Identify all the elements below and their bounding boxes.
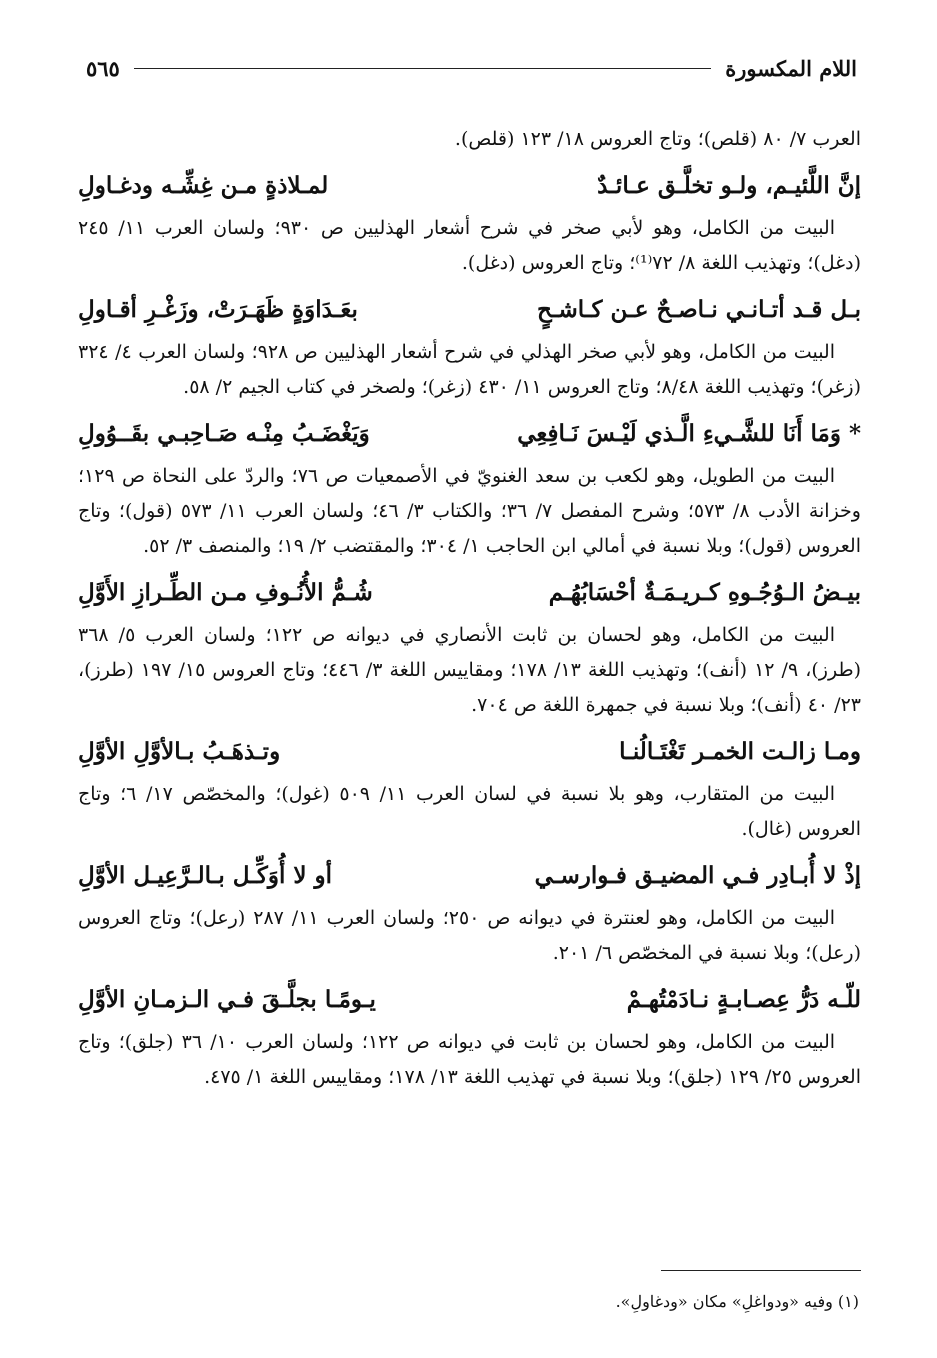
footnote-rule bbox=[661, 1270, 861, 1271]
verse-second-hemistich: بعَـدَاوَةٍ ظَهَـرَتْ، وزَغْـرِ أقـاولِ bbox=[78, 296, 358, 323]
page-number: ٥٦٥ bbox=[86, 56, 120, 81]
footnote: (١) وفيه «ودواغلِ» مكان «ودغاولِ». bbox=[615, 1292, 859, 1311]
verse-second-hemistich: وتـذهَـبُ بـالأوَّلِ الأوَّلِ bbox=[78, 738, 281, 765]
citation-paragraph: العرب ٧/ ٨٠ (قلص)؛ وتاج العروس ١٨/ ١٢٣ (قلص). bbox=[454, 128, 861, 150]
running-title: اللام المكسورة bbox=[725, 56, 857, 81]
verse-first-hemistich: ومـا زالـت الخمـر تَغْتَـالُنـا bbox=[619, 738, 861, 765]
verse-line bbox=[78, 731, 861, 773]
verse-first-hemistich: للّـه دَرُّ عِصـابـةٍ نـادَمْتُهـمْ bbox=[626, 986, 861, 1013]
citation-paragraph: البيت من الكامل، وهو لأبي صخر في شرح أشعار الهذليين ص ٩٣٠؛ ولسان العرب ١١/ ٢٤٥ (دغل)؛ وتهذيب اللغة ٨/ ٧٢⁽¹⁾؛ وتاج العروس (دغل). bbox=[78, 217, 861, 274]
header-rule bbox=[134, 68, 711, 69]
verse-line bbox=[78, 165, 861, 207]
verse-first-hemistich: بـل قـد أتـانـي نـاصـحٌ عـن كـاشـحٍ bbox=[536, 296, 861, 323]
citation-paragraph: البيت من الكامل، وهو لعنترة في ديوانه ص ٢٥٠؛ ولسان العرب ١١/ ٢٨٧ (رعل)؛ وتاج العروس (رعل)؛ وبلا نسبة في المخصّص ٦/ ٢٠١. bbox=[78, 907, 861, 964]
page-header bbox=[86, 56, 857, 81]
verse-first-hemistich: بيـضُ الـوُجُـوهِ كـريـمَـةٌ أحْسَابُهُـم bbox=[548, 579, 861, 606]
verse-line bbox=[78, 413, 861, 455]
verse-first-hemistich: * وَمَا أَنَا للشَّـيءِ الَّـذي لَيْـسَ نَـافِعِي bbox=[517, 420, 861, 447]
verse-line bbox=[78, 855, 861, 897]
verse-second-hemistich: أو لا أُوَكِّـل بـالـرَّعِيـل الأوَّلِ bbox=[78, 862, 332, 889]
verse-line bbox=[78, 572, 861, 614]
verse-line bbox=[78, 289, 861, 331]
verse-second-hemistich: يـومًـا بجلَّـقَ فـي الـزمـانِ الأوَّلِ bbox=[78, 986, 376, 1013]
verse-second-hemistich: لمـلاذةٍ مـن غِشِّـه ودغـاولِ bbox=[78, 172, 329, 199]
citation-paragraph: البيت من الكامل، وهو لحسان بن ثابت في ديوانه ص ١٢٢؛ ولسان العرب ١٠/ ٣٦ (جلق)؛ وتاج العروس ٢٥/ ١٢٩ (جلق)؛ وبلا نسبة في تهذيب اللغة ١٣/ ١٧٨؛ ومقاييس اللغة ١/ ٤٧٥. bbox=[78, 1031, 861, 1088]
citation-paragraph: البيت من المتقارب، وهو بلا نسبة في لسان العرب ١١/ ٥٠٩ (غول)؛ والمخصّص ١٧/ ٦؛ وتاج العروس (غال). bbox=[78, 783, 861, 840]
page-body bbox=[78, 122, 861, 1095]
verse-first-hemistich: إذْ لا أُبـادِر فـي المضيـق فـوارسـي bbox=[534, 862, 861, 889]
citation-paragraph: البيت من الطويل، وهو لكعب بن سعد الغنويّ في الأصمعيات ص ٧٦؛ والردّ على النحاة ص ١٢٩؛ وخزانة الأدب ٨/ ٥٧٣؛ وشرح المفصل ٧/ ٣٦؛ والكتاب ٣/ ٤٦؛ ولسان العرب ١١/ ٥٧٣ (قول)؛ وتاج العروس (قول)؛ وبلا نسبة في أمالي ابن الحاجب ١/ ٣٠٤؛ والمقتضب ٢/ ١٩؛ والمنصف ٣/ ٥٢. bbox=[78, 465, 861, 557]
citation-paragraph: البيت من الكامل، وهو لحسان بن ثابت الأنصاري في ديوانه ص ١٢٢؛ ولسان العرب ٥/ ٣٦٨ (طرز)، ٩/ ١٢ (أنف)؛ وتهذيب اللغة ١٣/ ١٧٨؛ ومقاييس اللغة ٣/ ٤٤٦؛ وتاج العروس ١٥/ ١٩٧ (طرز)، ٢٣/ ٤٠ (أنف)؛ وبلا نسبة في جمهرة اللغة ص ٧٠٤. bbox=[78, 624, 861, 716]
verse-first-hemistich: إنَّ اللَّئيـم، ولـو تخلَّـق عـائـدٌ bbox=[597, 172, 861, 199]
verse-line bbox=[78, 979, 861, 1021]
citation-paragraph: البيت من الكامل، وهو لأبي صخر الهذلي في شرح أشعار الهذليين ص ٩٢٨؛ ولسان العرب ٤/ ٣٢٤ (زغر)؛ وتهذيب اللغة ٨/٤٨؛ وتاج العروس ١١/ ٤٣٠ (زغر)؛ ولصخر في كتاب الجيم ٢/ ٥٨. bbox=[78, 341, 861, 398]
verse-second-hemistich: وَيَغْضَـبُ مِنْـه صَـاحِبـي بقَــوُولِ bbox=[78, 420, 370, 447]
verse-second-hemistich: شُـمُّ الأُنُـوفِ مـن الطِّـرازِ الأَوَّلِ bbox=[78, 579, 373, 606]
